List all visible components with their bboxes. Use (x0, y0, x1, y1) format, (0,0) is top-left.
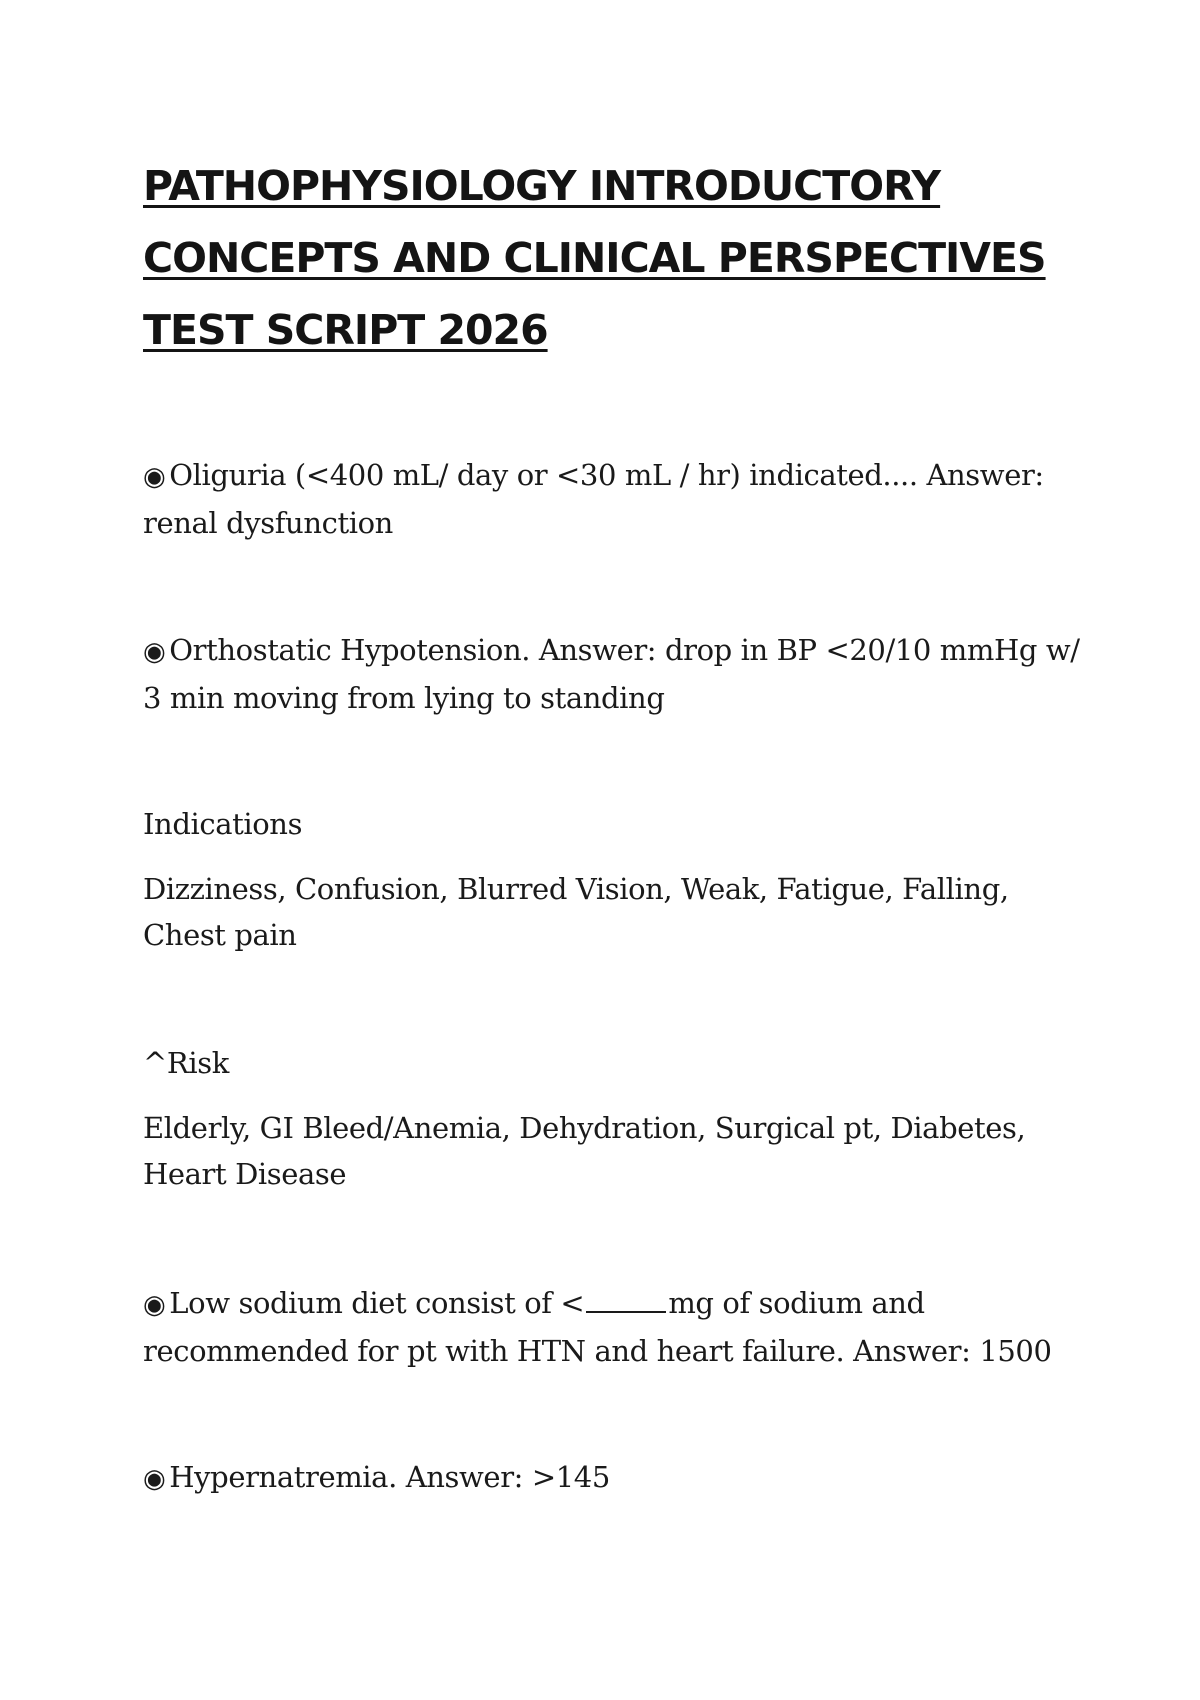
document-title (143, 150, 1083, 366)
question-oliguria (143, 452, 1083, 546)
bullet-icon: ◉ (143, 637, 166, 667)
risk-text: Elderly, GI Bleed/Anemia, Dehydration, Surgical pt, Diabetes, Heart Disease (143, 1111, 1026, 1191)
title-line-2: CONCEPTS AND CLINICAL PERSPECTIVES (143, 234, 1046, 282)
bullet-icon: ◉ (143, 462, 166, 492)
question-low-sodium-diet (143, 1280, 1083, 1374)
bullet-icon: ◉ (143, 1464, 166, 1494)
indications-heading: Indications (143, 807, 303, 841)
question-text-after-blank: mg of sodium and recommended for pt with HTN and heart failure. Answer: 1500 (143, 1286, 1052, 1368)
fill-in-blank (586, 1287, 666, 1313)
indications-text: Dizziness, Confusion, Blurred Vision, Weak, Fatigue, Falling, Chest pain (143, 872, 1009, 952)
title-line-3: TEST SCRIPT 2026 (143, 306, 548, 354)
question-hypernatremia (143, 1454, 1083, 1502)
question-text: Hypernatremia. Answer: >145 (169, 1460, 610, 1494)
question-text: Oliguria (<400 mL/ day or <30 mL / hr) indicated.... Answer: renal dysfunction (143, 458, 1044, 540)
question-orthostatic-hypotension (143, 627, 1083, 721)
question-text-before-blank: Low sodium diet consist of < (169, 1286, 585, 1320)
title-line-1: PATHOPHYSIOLOGY INTRODUCTORY (143, 162, 941, 210)
bullet-icon: ◉ (143, 1290, 166, 1320)
question-text: Orthostatic Hypotension. Answer: drop in BP <20/10 mmHg w/ 3 min moving from lying to standing (143, 633, 1080, 715)
risk-heading: ^Risk (143, 1046, 229, 1080)
